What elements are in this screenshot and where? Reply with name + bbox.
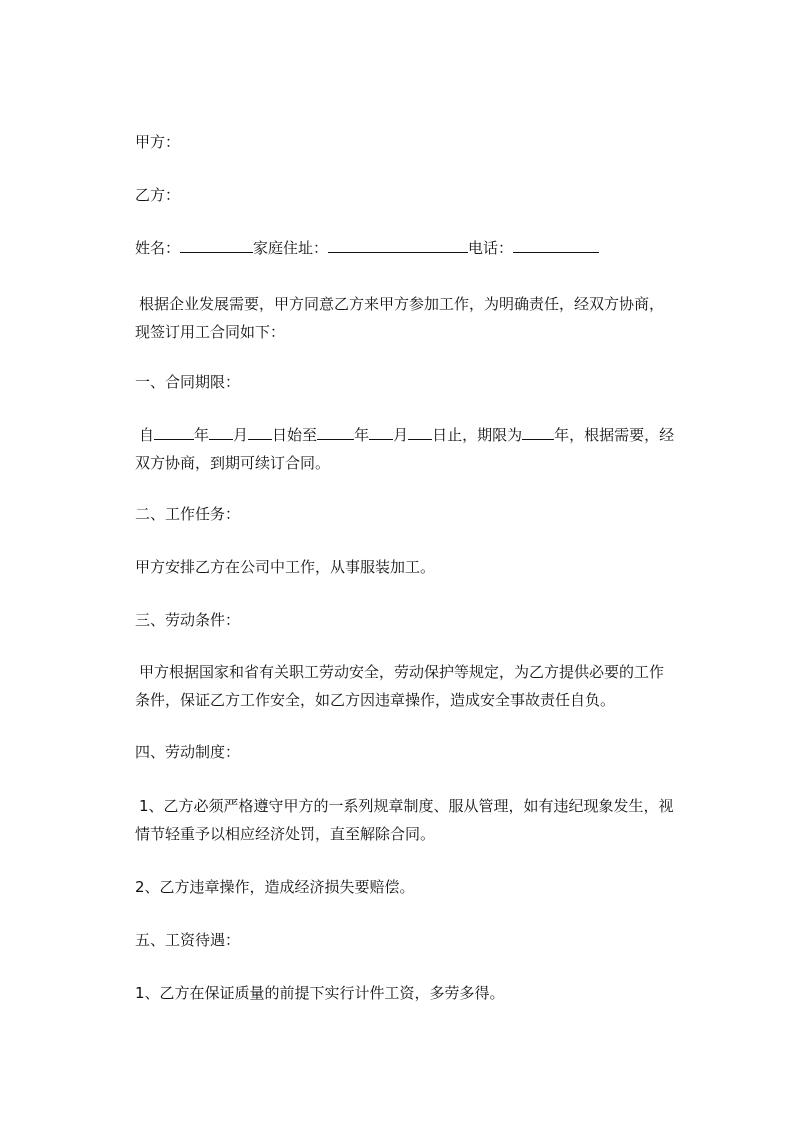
contract-term-line-1: 自 年 月 日始至 年 月 日止，期限为 年，根据需要，经 [139,426,675,444]
section-4-item-1-line-1: 1、乙方必须严格遵守甲方的一系列规章制度、服从管理，如有违纪现象发生，视 [139,797,674,815]
term-years-blank[interactable] [522,425,554,440]
section-3-line-2: 条件，保证乙方工作安全，如乙方因违章操作，造成安全事故责任自负。 [135,691,616,709]
phone-blank[interactable] [513,238,599,253]
personal-info-row [135,238,695,258]
intro-line-2: 现签订用工合同如下： [135,323,286,341]
section-4-item-1-line-2: 情节轻重予以相应经济处罚，直至解除合同。 [135,825,436,843]
name-label: 姓名： [135,239,181,257]
party-a-label: 甲方： [135,133,181,151]
start-day-blank[interactable] [248,425,272,440]
address-label: 家庭住址： [253,239,329,257]
phone-label: 电话： [468,239,514,257]
start-month-blank[interactable] [209,425,233,440]
section-2-body: 甲方安排乙方在公司中工作，从事服装加工。 [135,558,436,576]
section-4-heading: 四、劳动制度： [135,743,241,761]
start-year-blank[interactable] [154,425,194,440]
end-year-blank[interactable] [317,425,354,440]
section-3-line-1: 甲方根据国家和省有关职工劳动安全，劳动保护等规定，为乙方提供必要的工作 [139,663,665,681]
section-4-item-2: 2、乙方违章操作，造成经济损失要赔偿。 [135,878,415,896]
section-5-heading: 五、工资待遇： [135,931,241,949]
section-1-heading: 一、合同期限： [135,373,241,391]
party-b-label: 乙方： [135,186,181,204]
name-blank[interactable] [180,238,253,253]
intro-line-1: 根据企业发展需要，甲方同意乙方来甲方参加工作，为明确责任，经双方协商， [139,295,665,313]
end-day-blank[interactable] [408,425,432,440]
address-blank[interactable] [328,238,468,253]
section-5-item-1: 1、乙方在保证质量的前提下实行计件工资，多劳多得。 [135,984,505,1002]
end-month-blank[interactable] [369,425,393,440]
section-2-heading: 二、工作任务： [135,505,241,523]
section-3-heading: 三、劳动条件： [135,611,241,629]
contract-term-line-2: 双方协商，到期可续订合同。 [135,454,331,472]
